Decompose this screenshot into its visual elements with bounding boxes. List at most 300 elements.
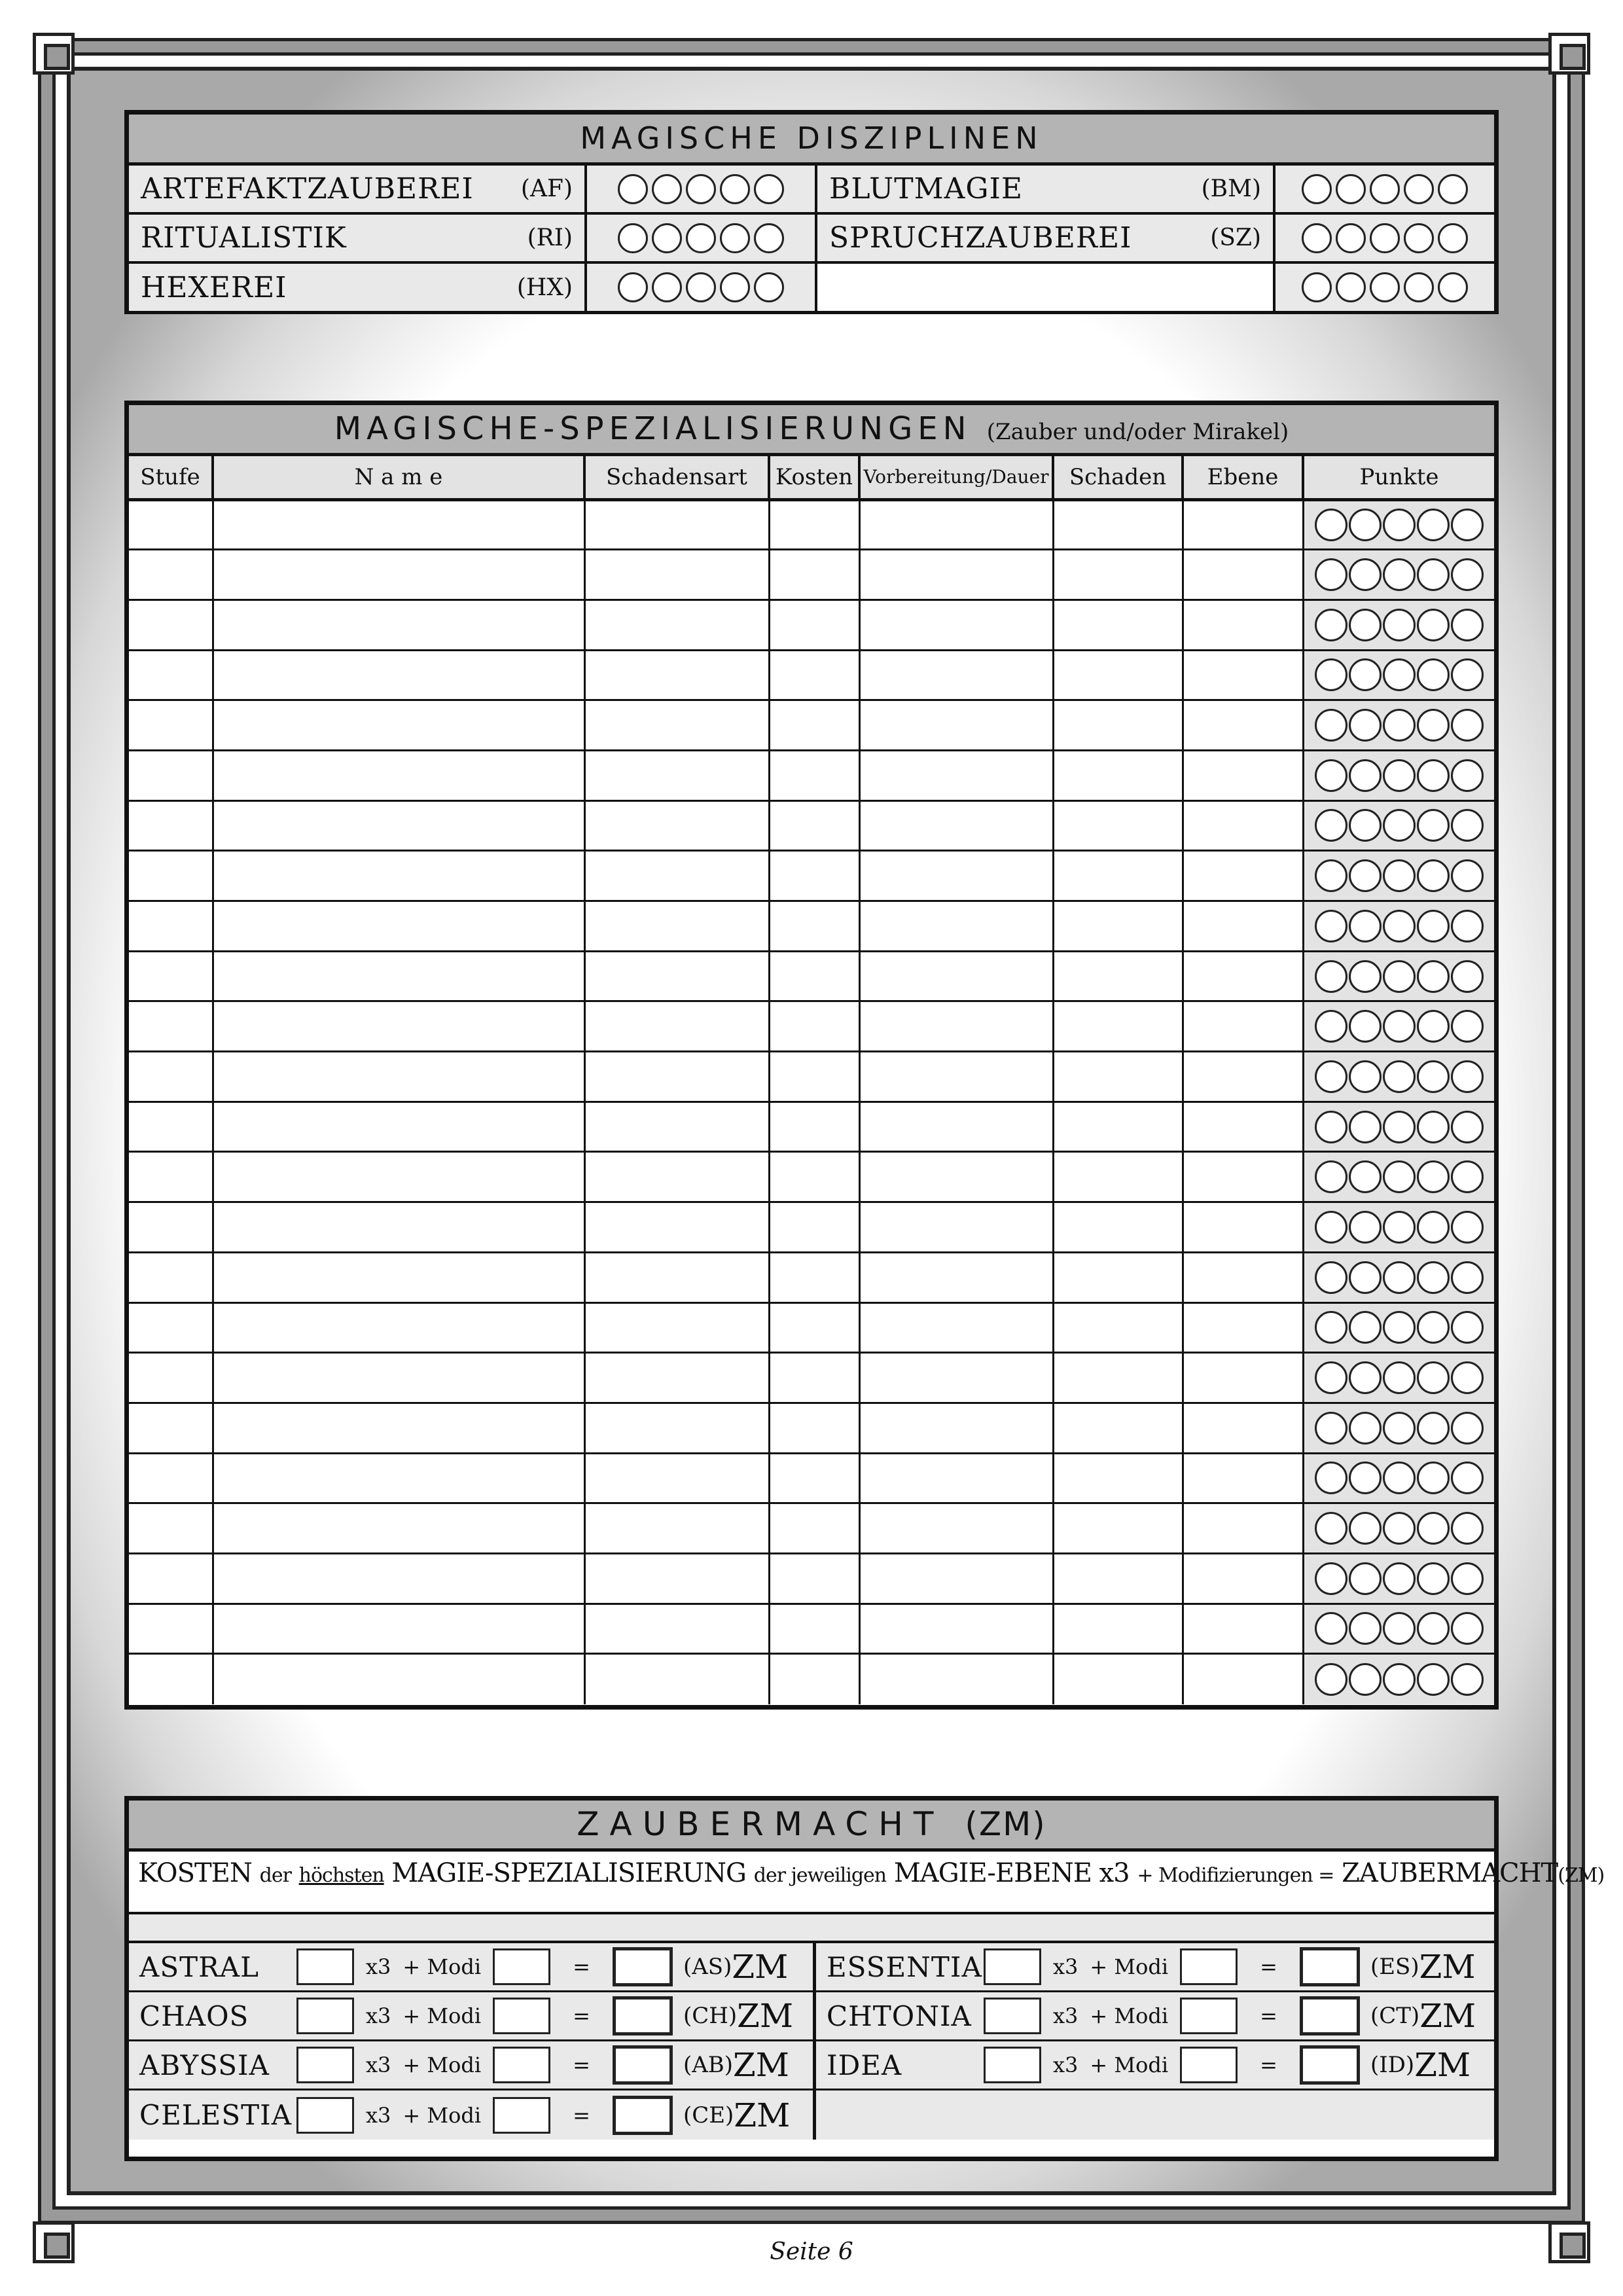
table-cell[interactable] — [769, 1102, 859, 1152]
point-circle[interactable] — [1417, 1361, 1450, 1394]
result-input-box[interactable] — [1300, 2045, 1360, 2085]
table-cell[interactable] — [859, 800, 1053, 851]
table-cell[interactable] — [1183, 1453, 1303, 1503]
table-cell[interactable] — [859, 1403, 1053, 1453]
point-circle[interactable] — [1315, 609, 1347, 641]
point-circle[interactable] — [1404, 174, 1434, 204]
table-cell[interactable] — [1053, 1353, 1183, 1403]
table-cell[interactable] — [213, 750, 584, 800]
point-circle[interactable] — [1302, 174, 1332, 204]
point-circle[interactable] — [1349, 910, 1382, 942]
point-circle[interactable] — [1417, 1612, 1450, 1645]
point-circle[interactable] — [1302, 272, 1332, 302]
table-cell[interactable] — [769, 1302, 859, 1353]
point-circle[interactable] — [1315, 809, 1347, 842]
table-cell[interactable] — [584, 650, 769, 700]
modi-input-box[interactable] — [493, 1948, 550, 1985]
table-cell[interactable] — [1183, 951, 1303, 1001]
point-circle[interactable] — [1451, 1111, 1484, 1143]
point-circle[interactable] — [1417, 1060, 1450, 1093]
table-cell[interactable] — [1053, 1302, 1183, 1353]
table-cell[interactable] — [859, 600, 1053, 650]
point-circle[interactable] — [1383, 759, 1416, 792]
table-cell[interactable] — [1053, 1102, 1183, 1152]
point-circle[interactable] — [1370, 223, 1400, 253]
table-cell[interactable] — [1183, 1052, 1303, 1102]
point-circle[interactable] — [1349, 1462, 1382, 1494]
table-cell[interactable] — [1183, 1001, 1303, 1052]
point-circle[interactable] — [1349, 1010, 1382, 1043]
table-cell[interactable] — [769, 1503, 859, 1554]
table-cell[interactable] — [584, 1553, 769, 1604]
point-circle[interactable] — [754, 174, 784, 204]
point-circle[interactable] — [1383, 1562, 1416, 1595]
table-cell[interactable] — [1183, 600, 1303, 650]
point-circle[interactable] — [1383, 1311, 1416, 1344]
table-cell[interactable] — [769, 1152, 859, 1202]
table-cell[interactable] — [584, 600, 769, 650]
table-cell[interactable] — [1053, 951, 1183, 1001]
point-circle[interactable] — [1451, 1612, 1484, 1645]
point-circle[interactable] — [1417, 1211, 1450, 1244]
point-circle[interactable] — [1349, 1663, 1382, 1696]
table-cell[interactable] — [584, 1302, 769, 1353]
point-circle[interactable] — [1404, 223, 1434, 253]
point-circle[interactable] — [1383, 1010, 1416, 1043]
result-input-box[interactable] — [1300, 1996, 1360, 2036]
table-cell[interactable] — [213, 951, 584, 1001]
point-circle[interactable] — [1383, 509, 1416, 541]
table-cell[interactable] — [769, 1353, 859, 1403]
modi-input-box[interactable] — [493, 1998, 550, 2034]
point-circle[interactable] — [1349, 759, 1382, 792]
table-cell[interactable] — [584, 1353, 769, 1403]
point-circle[interactable] — [1417, 759, 1450, 792]
point-circle[interactable] — [1315, 759, 1347, 792]
table-cell[interactable] — [859, 851, 1053, 901]
table-cell[interactable] — [1053, 1403, 1183, 1453]
point-circle[interactable] — [1315, 1311, 1347, 1344]
point-circle[interactable] — [1315, 910, 1347, 942]
table-cell[interactable] — [1183, 1403, 1303, 1453]
result-input-box[interactable] — [1300, 1947, 1360, 1986]
point-circle[interactable] — [1349, 1211, 1382, 1244]
table-cell[interactable] — [1053, 1453, 1183, 1503]
point-circle[interactable] — [1349, 509, 1382, 541]
point-circle[interactable] — [1349, 1562, 1382, 1595]
table-cell[interactable] — [769, 851, 859, 901]
point-circle[interactable] — [618, 174, 648, 204]
table-cell[interactable] — [859, 1604, 1053, 1654]
table-cell[interactable] — [1053, 650, 1183, 700]
point-circle[interactable] — [1451, 1663, 1484, 1696]
table-cell[interactable] — [769, 600, 859, 650]
point-circle[interactable] — [1383, 1060, 1416, 1093]
point-circle[interactable] — [1383, 558, 1416, 591]
table-cell[interactable] — [584, 1052, 769, 1102]
point-circle[interactable] — [1349, 1361, 1382, 1394]
table-cell[interactable] — [1183, 901, 1303, 952]
table-cell[interactable] — [1053, 1604, 1183, 1654]
table-cell[interactable] — [1053, 901, 1183, 952]
table-cell[interactable] — [584, 1453, 769, 1503]
table-cell[interactable] — [1053, 1052, 1183, 1102]
point-circle[interactable] — [1315, 1512, 1347, 1545]
table-cell[interactable] — [129, 901, 213, 952]
table-cell[interactable] — [1183, 750, 1303, 800]
point-circle[interactable] — [1383, 960, 1416, 993]
point-circle[interactable] — [1315, 1211, 1347, 1244]
point-circle[interactable] — [1383, 1211, 1416, 1244]
table-cell[interactable] — [584, 1152, 769, 1202]
point-circle[interactable] — [1417, 558, 1450, 591]
table-cell[interactable] — [584, 1102, 769, 1152]
point-circle[interactable] — [1417, 509, 1450, 541]
point-circle[interactable] — [1315, 1462, 1347, 1494]
table-cell[interactable] — [584, 700, 769, 751]
table-cell[interactable] — [1053, 700, 1183, 751]
point-circle[interactable] — [1315, 859, 1347, 892]
point-circle[interactable] — [1451, 859, 1484, 892]
point-circle[interactable] — [1451, 960, 1484, 993]
point-circle[interactable] — [1451, 709, 1484, 742]
table-cell[interactable] — [129, 1604, 213, 1654]
point-circle[interactable] — [1451, 1311, 1484, 1344]
table-cell[interactable] — [129, 1403, 213, 1453]
point-circle[interactable] — [1349, 1311, 1382, 1344]
table-cell[interactable] — [1053, 1553, 1183, 1604]
point-circle[interactable] — [1349, 809, 1382, 842]
modi-input-box[interactable] — [1180, 1948, 1238, 1985]
table-cell[interactable] — [584, 499, 769, 550]
point-circle[interactable] — [720, 174, 750, 204]
table-cell[interactable] — [859, 1453, 1053, 1503]
point-circle[interactable] — [1383, 1462, 1416, 1494]
table-cell[interactable] — [213, 1102, 584, 1152]
point-circle[interactable] — [1349, 1060, 1382, 1093]
point-circle[interactable] — [1315, 1412, 1347, 1444]
table-cell[interactable] — [769, 1001, 859, 1052]
point-circle[interactable] — [1315, 1562, 1347, 1595]
table-cell[interactable] — [769, 1654, 859, 1704]
point-circle[interactable] — [1315, 1663, 1347, 1696]
point-circle[interactable] — [1315, 709, 1347, 742]
point-circle[interactable] — [1349, 960, 1382, 993]
point-circle[interactable] — [1315, 1261, 1347, 1294]
point-circle[interactable] — [1451, 910, 1484, 942]
table-cell[interactable] — [129, 951, 213, 1001]
point-circle[interactable] — [1315, 509, 1347, 541]
point-circle[interactable] — [1417, 1412, 1450, 1444]
table-cell[interactable] — [769, 1252, 859, 1302]
table-cell[interactable] — [1053, 600, 1183, 650]
point-circle[interactable] — [1349, 1160, 1382, 1193]
point-circle[interactable] — [1349, 859, 1382, 892]
table-cell[interactable] — [1183, 1152, 1303, 1202]
point-circle[interactable] — [1370, 174, 1400, 204]
table-cell[interactable] — [859, 1353, 1053, 1403]
table-cell[interactable] — [213, 901, 584, 952]
table-cell[interactable] — [769, 499, 859, 550]
point-circle[interactable] — [1315, 1060, 1347, 1093]
table-cell[interactable] — [859, 1152, 1053, 1202]
point-circle[interactable] — [1451, 1060, 1484, 1093]
table-cell[interactable] — [584, 1001, 769, 1052]
point-circle[interactable] — [1315, 1361, 1347, 1394]
point-circle[interactable] — [1417, 1010, 1450, 1043]
table-cell[interactable] — [769, 700, 859, 751]
table-cell[interactable] — [584, 1403, 769, 1453]
table-cell[interactable] — [129, 700, 213, 751]
table-cell[interactable] — [213, 1001, 584, 1052]
table-cell[interactable] — [1053, 550, 1183, 600]
point-circle[interactable] — [754, 272, 784, 302]
table-cell[interactable] — [859, 700, 1053, 751]
point-circle[interactable] — [1451, 759, 1484, 792]
table-cell[interactable] — [584, 550, 769, 600]
table-cell[interactable] — [769, 1052, 859, 1102]
point-circle[interactable] — [1417, 1160, 1450, 1193]
point-circle[interactable] — [1349, 1512, 1382, 1545]
result-input-box[interactable] — [613, 1996, 673, 2036]
table-cell[interactable] — [213, 499, 584, 550]
table-cell[interactable] — [129, 1152, 213, 1202]
table-cell[interactable] — [859, 901, 1053, 952]
table-cell[interactable] — [584, 851, 769, 901]
table-cell[interactable] — [769, 1553, 859, 1604]
point-circle[interactable] — [1451, 1462, 1484, 1494]
table-cell[interactable] — [213, 1202, 584, 1253]
table-cell[interactable] — [1183, 1252, 1303, 1302]
table-cell[interactable] — [129, 650, 213, 700]
point-circle[interactable] — [1451, 509, 1484, 541]
result-input-box[interactable] — [613, 1947, 673, 1986]
modi-input-box[interactable] — [1180, 1998, 1238, 2034]
table-cell[interactable] — [769, 800, 859, 851]
table-cell[interactable] — [213, 851, 584, 901]
table-cell[interactable] — [213, 1503, 584, 1554]
table-cell[interactable] — [769, 1453, 859, 1503]
point-circle[interactable] — [1417, 859, 1450, 892]
point-circle[interactable] — [652, 174, 682, 204]
point-circle[interactable] — [1451, 809, 1484, 842]
table-cell[interactable] — [213, 1553, 584, 1604]
table-cell[interactable] — [1053, 499, 1183, 550]
table-cell[interactable] — [1183, 1353, 1303, 1403]
point-circle[interactable] — [1451, 1412, 1484, 1444]
point-circle[interactable] — [1451, 1361, 1484, 1394]
point-circle[interactable] — [1315, 1160, 1347, 1193]
point-circle[interactable] — [1302, 223, 1332, 253]
table-cell[interactable] — [129, 800, 213, 851]
point-circle[interactable] — [754, 223, 784, 253]
point-circle[interactable] — [1451, 1211, 1484, 1244]
point-circle[interactable] — [1451, 658, 1484, 691]
table-cell[interactable] — [769, 550, 859, 600]
point-circle[interactable] — [1451, 558, 1484, 591]
table-cell[interactable] — [584, 1654, 769, 1704]
point-circle[interactable] — [1417, 1562, 1450, 1595]
point-circle[interactable] — [618, 272, 648, 302]
point-circle[interactable] — [1417, 1111, 1450, 1143]
point-circle[interactable] — [1383, 1663, 1416, 1696]
table-cell[interactable] — [859, 1654, 1053, 1704]
point-circle[interactable] — [1349, 609, 1382, 641]
table-cell[interactable] — [1053, 1202, 1183, 1253]
table-cell[interactable] — [859, 951, 1053, 1001]
point-circle[interactable] — [1383, 658, 1416, 691]
point-circle[interactable] — [686, 272, 716, 302]
table-cell[interactable] — [129, 550, 213, 600]
table-cell[interactable] — [213, 1252, 584, 1302]
table-cell[interactable] — [129, 1302, 213, 1353]
table-cell[interactable] — [859, 650, 1053, 700]
point-circle[interactable] — [1315, 558, 1347, 591]
table-cell[interactable] — [213, 1152, 584, 1202]
modi-input-box[interactable] — [493, 2047, 550, 2083]
table-cell[interactable] — [129, 1052, 213, 1102]
point-circle[interactable] — [1315, 960, 1347, 993]
table-cell[interactable] — [1183, 1102, 1303, 1152]
table-cell[interactable] — [129, 1252, 213, 1302]
point-circle[interactable] — [1349, 1412, 1382, 1444]
point-circle[interactable] — [1451, 1010, 1484, 1043]
point-circle[interactable] — [1383, 709, 1416, 742]
cost-input-box[interactable] — [296, 2047, 354, 2083]
point-circle[interactable] — [1336, 174, 1366, 204]
modi-input-box[interactable] — [1180, 2047, 1238, 2083]
point-circle[interactable] — [1417, 1512, 1450, 1545]
point-circle[interactable] — [1417, 709, 1450, 742]
table-cell[interactable] — [1183, 1503, 1303, 1554]
point-circle[interactable] — [1404, 272, 1434, 302]
table-cell[interactable] — [1183, 1654, 1303, 1704]
point-circle[interactable] — [1336, 272, 1366, 302]
table-cell[interactable] — [1053, 1654, 1183, 1704]
point-circle[interactable] — [1417, 960, 1450, 993]
table-cell[interactable] — [129, 851, 213, 901]
table-cell[interactable] — [1183, 851, 1303, 901]
table-cell[interactable] — [859, 499, 1053, 550]
table-cell[interactable] — [1183, 499, 1303, 550]
point-circle[interactable] — [720, 223, 750, 253]
table-cell[interactable] — [213, 1052, 584, 1102]
table-cell[interactable] — [1053, 1252, 1183, 1302]
table-cell[interactable] — [213, 650, 584, 700]
point-circle[interactable] — [1383, 910, 1416, 942]
point-circle[interactable] — [1417, 658, 1450, 691]
point-circle[interactable] — [652, 272, 682, 302]
point-circle[interactable] — [1349, 1612, 1382, 1645]
point-circle[interactable] — [1417, 1663, 1450, 1696]
table-cell[interactable] — [769, 1202, 859, 1253]
point-circle[interactable] — [1451, 1562, 1484, 1595]
table-cell[interactable] — [1053, 851, 1183, 901]
table-cell[interactable] — [1183, 700, 1303, 751]
point-circle[interactable] — [1383, 1160, 1416, 1193]
point-circle[interactable] — [1315, 1612, 1347, 1645]
table-cell[interactable] — [129, 1353, 213, 1403]
table-cell[interactable] — [129, 600, 213, 650]
table-cell[interactable] — [769, 750, 859, 800]
table-cell[interactable] — [1183, 1202, 1303, 1253]
point-circle[interactable] — [1349, 658, 1382, 691]
table-cell[interactable] — [1183, 1553, 1303, 1604]
table-cell[interactable] — [584, 800, 769, 851]
table-cell[interactable] — [1183, 800, 1303, 851]
table-cell[interactable] — [129, 1001, 213, 1052]
table-cell[interactable] — [213, 700, 584, 751]
point-circle[interactable] — [1383, 1261, 1416, 1294]
point-circle[interactable] — [1383, 1361, 1416, 1394]
cost-input-box[interactable] — [296, 1998, 354, 2034]
point-circle[interactable] — [618, 223, 648, 253]
point-circle[interactable] — [1349, 709, 1382, 742]
point-circle[interactable] — [1451, 609, 1484, 641]
point-circle[interactable] — [1383, 1512, 1416, 1545]
table-cell[interactable] — [1053, 750, 1183, 800]
cost-input-box[interactable] — [984, 1948, 1041, 1985]
table-cell[interactable] — [1183, 650, 1303, 700]
point-circle[interactable] — [1417, 1462, 1450, 1494]
table-cell[interactable] — [213, 1302, 584, 1353]
point-circle[interactable] — [1417, 1311, 1450, 1344]
point-circle[interactable] — [1383, 859, 1416, 892]
point-circle[interactable] — [1383, 1412, 1416, 1444]
table-cell[interactable] — [129, 750, 213, 800]
point-circle[interactable] — [1438, 223, 1468, 253]
point-circle[interactable] — [1451, 1512, 1484, 1545]
point-circle[interactable] — [1349, 1111, 1382, 1143]
table-cell[interactable] — [769, 901, 859, 952]
point-circle[interactable] — [1451, 1160, 1484, 1193]
table-cell[interactable] — [859, 550, 1053, 600]
point-circle[interactable] — [1336, 223, 1366, 253]
modi-input-box[interactable] — [493, 2097, 550, 2134]
table-cell[interactable] — [859, 1102, 1053, 1152]
table-cell[interactable] — [769, 951, 859, 1001]
point-circle[interactable] — [720, 272, 750, 302]
table-cell[interactable] — [129, 1453, 213, 1503]
cost-input-box[interactable] — [984, 2047, 1041, 2083]
table-cell[interactable] — [213, 1403, 584, 1453]
point-circle[interactable] — [1383, 1111, 1416, 1143]
point-circle[interactable] — [1417, 910, 1450, 942]
table-cell[interactable] — [859, 1202, 1053, 1253]
table-cell[interactable] — [213, 550, 584, 600]
table-cell[interactable] — [1183, 1302, 1303, 1353]
point-circle[interactable] — [1383, 809, 1416, 842]
table-cell[interactable] — [129, 499, 213, 550]
table-cell[interactable] — [584, 1252, 769, 1302]
point-circle[interactable] — [686, 223, 716, 253]
table-cell[interactable] — [213, 1353, 584, 1403]
point-circle[interactable] — [1315, 658, 1347, 691]
point-circle[interactable] — [1417, 1261, 1450, 1294]
point-circle[interactable] — [1370, 272, 1400, 302]
point-circle[interactable] — [1417, 609, 1450, 641]
table-cell[interactable] — [1053, 800, 1183, 851]
result-input-box[interactable] — [613, 2045, 673, 2085]
cost-input-box[interactable] — [984, 1998, 1041, 2034]
table-cell[interactable] — [859, 1503, 1053, 1554]
table-cell[interactable] — [213, 600, 584, 650]
table-cell[interactable] — [1053, 1001, 1183, 1052]
table-cell[interactable] — [769, 1403, 859, 1453]
table-cell[interactable] — [859, 1553, 1053, 1604]
cost-input-box[interactable] — [296, 1948, 354, 1985]
point-circle[interactable] — [1383, 609, 1416, 641]
